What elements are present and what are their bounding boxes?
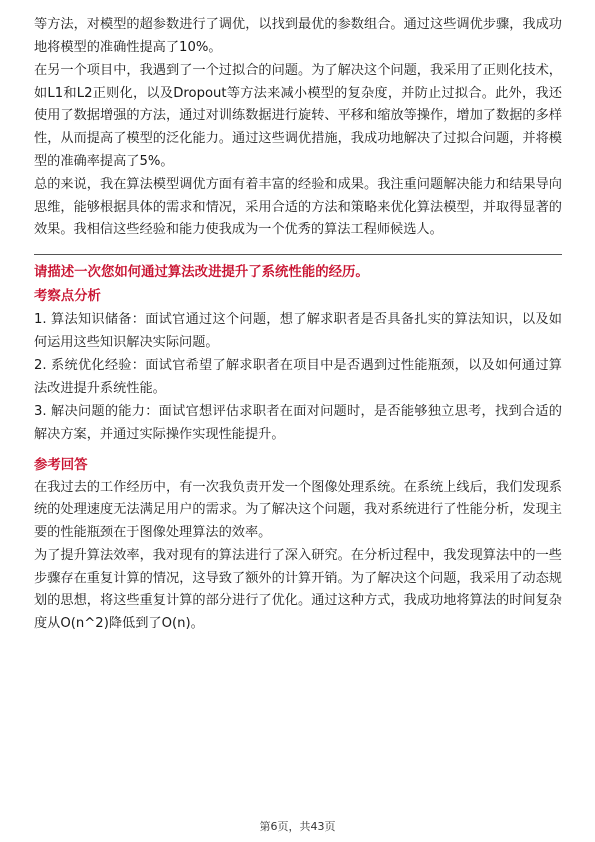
reference-heading: 参考回答: [34, 457, 88, 473]
question-section: [34, 262, 562, 636]
document-page: [34, 14, 562, 636]
paragraph: 为了提升算法效率，我对现有的算法进行了深入研究。在分析过程中，我发现算法中的一些步骤存在重复计算的情况，这导致了额外的计算开销。为了解决这个问题，我采用了动态规划的思想，将这些重复计算的部分进行了优化。通过这种方式，我成功地将算法的时间复杂度从O(n^2)降低到了O(n)。: [34, 548, 562, 632]
section-divider: [34, 254, 562, 255]
paragraph: 在我过去的工作经历中，有一次我负责开发一个图像处理系统。在系统上线后，我们发现系统的处理速度无法满足用户的需求。为了解决这个问题，我对系统进行了性能分析，发现主要的性能瓶颈在于图像处理算法的效率。: [34, 479, 562, 540]
page-number: 第6页，共43页: [259, 820, 336, 833]
question-title: 请描述一次您如何通过算法改进提升了系统性能的经历。: [34, 264, 369, 280]
analysis-heading: 考察点分析: [34, 288, 101, 304]
paragraph: 在另一个项目中，我遇到了一个过拟合的问题。为了解决这个问题，我采用了正则化技术，如L1和L2正则化，以及Dropout等方法来减小模型的复杂度，并防止过拟合。此外，我还使用了数据增强的方法，通过对训练数据进行旋转、平移和缩放等操作，增加了数据的多样性，从而提高了模型的泛化能力。通过这些调优措施，我成功地解决了过拟合问题，并将模型的准确率提高了5%。: [34, 63, 562, 169]
paragraph: 总的来说，我在算法模型调优方面有着丰富的经验和成果。我注重问题解决能力和结果导向思维，能够根据具体的需求和情况，采用合适的方法和策略来优化算法模型，并取得显著的效果。我相信这些经验和能力使我成为一个优秀的算法工程师候选人。: [34, 177, 562, 238]
list-item: 3. 解决问题的能力：面试官想评估求职者在面对问题时，是否能够独立思考，找到合适的解决方案，并通过实际操作实现性能提升。: [34, 404, 562, 442]
previous-answer-section: [34, 14, 562, 242]
analysis-list: [34, 309, 562, 447]
list-item: 2. 系统优化经验：面试官希望了解求职者在项目中是否遇到过性能瓶颈，以及如何通过算法改进提升系统性能。: [34, 358, 562, 396]
paragraph: 等方法，对模型的超参数进行了调优，以找到最优的参数组合。通过这些调优步骤，我成功地将模型的准确性提高了10%。: [34, 17, 562, 55]
list-item: 1. 算法知识储备：面试官通过这个问题，想了解求职者是否具备扎实的算法知识，以及如何运用这些知识解决实际问题。: [34, 311, 562, 350]
